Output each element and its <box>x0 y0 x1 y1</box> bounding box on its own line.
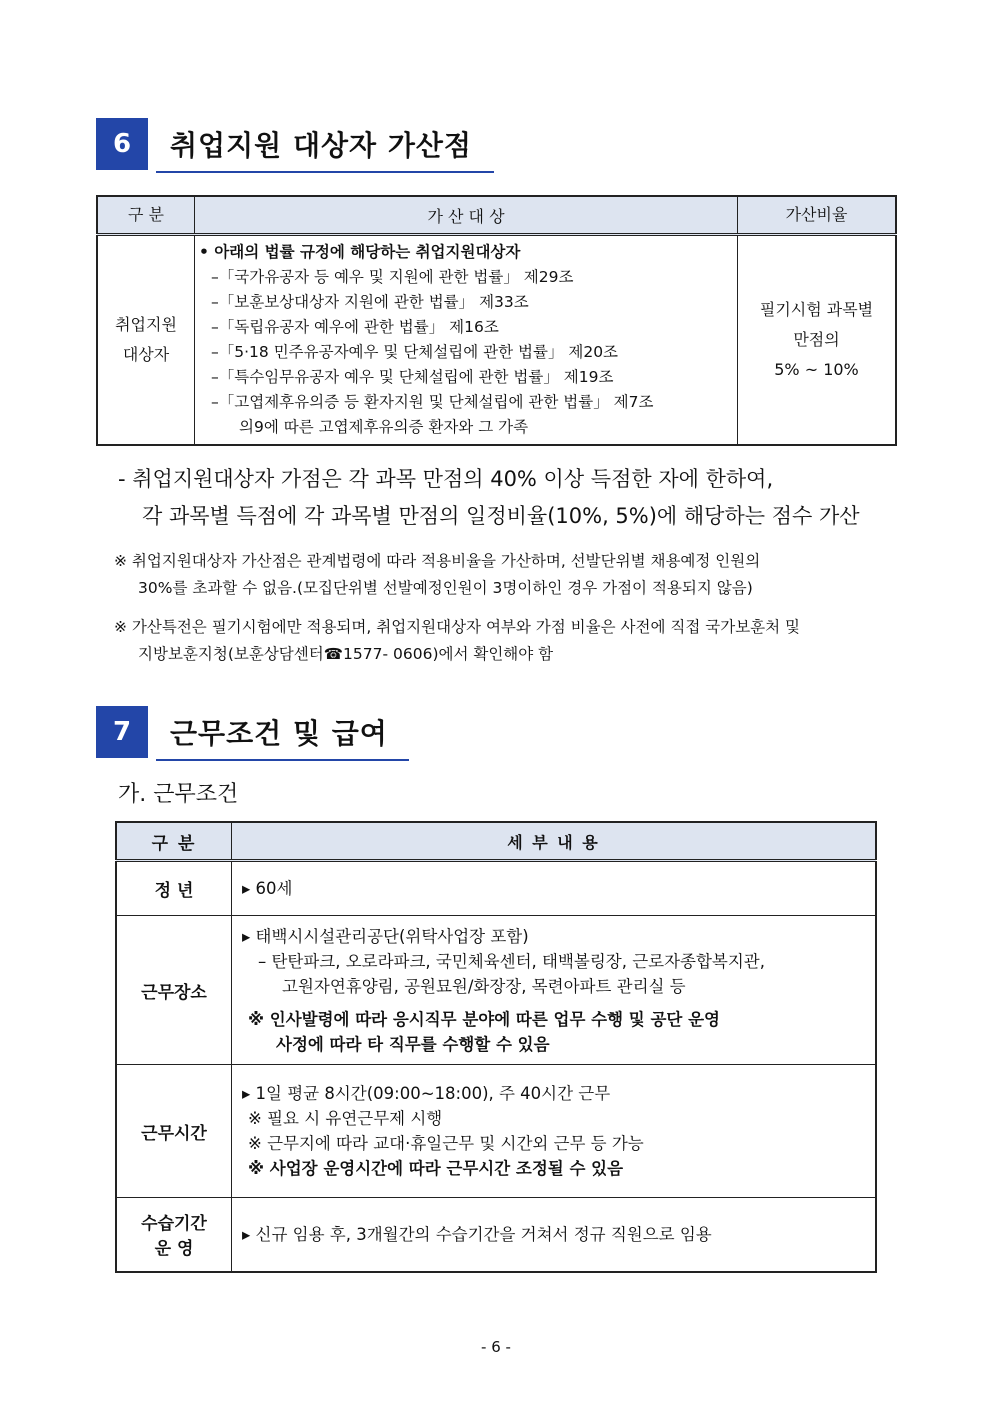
row-content: ▸ 신규 임용 후, 3개월간의 수습기간을 거쳐서 정규 직원으로 임용 <box>232 1198 877 1272</box>
section-title: 근무조건 및 급여 <box>170 717 388 750</box>
table-header: 세 부 내 용 <box>232 822 877 861</box>
bonus-ratio: 필기시험 과목별 만점의 5% ~ 10% <box>738 235 897 446</box>
list-item: –「고엽제후유의증 등 환자지원 및 단체설립에 관한 법률」 제7조 <box>211 393 654 411</box>
list-item-continued: 의9에 따른 고엽제후유의증 환자와 그 가족 <box>239 418 529 436</box>
row-label: 정 년 <box>116 861 232 916</box>
list-lead: • 아래의 법률 규정에 해당하는 취업지원대상자 <box>199 243 521 261</box>
subsection-title: 가. 근무조건 <box>118 782 239 807</box>
bonus-rule-line-2: 각 과목별 득점에 각 과목별 만점의 일정비율(10%, 5%)에 해당하는 점수 가산 <box>142 504 860 528</box>
list-item: –「5·18 민주유공자예우 및 단체설립에 관한 법률」 제20조 <box>211 343 619 361</box>
list-item: –「독립유공자 예우에 관한 법률」 제16조 <box>211 318 499 336</box>
section-number: 6 <box>96 118 148 170</box>
table-header: 구 분 <box>116 822 232 861</box>
row-label: 근무시간 <box>116 1065 232 1198</box>
row-content: ▸ 60세 <box>232 861 877 916</box>
table-header: 가산비율 <box>738 196 897 235</box>
note-2: ※ 가산특전은 필기시험에만 적용되며, 취업지원대상자 여부와 가점 비율은 사전에 직접 국가보훈처 및 <box>114 618 801 636</box>
table-header: 구 분 <box>97 196 195 235</box>
page-number: - 6 - <box>481 1338 511 1356</box>
list-item: –「국가유공자 등 예우 및 지원에 관한 법률」 제29조 <box>211 268 574 286</box>
bonus-points-table <box>96 195 897 446</box>
target-list <box>195 235 738 446</box>
title-underline <box>156 171 494 173</box>
row-content: ▸ 1일 평균 8시간(09:00~18:00), 주 40시간 근무 ※ 필요 시 유연근무제 시행 ※ 근무지에 따라 교대·휴일근무 및 시간외 근무 등 가능 ※ 사업장 운영시간에 따라 근무시간 조정될 수 있음 <box>232 1065 877 1198</box>
row-label: 취업지원 대상자 <box>97 235 195 446</box>
bonus-rule-line-1: - 취업지원대상자 가점은 각 과목 만점의 40% 이상 득점한 자에 한하여, <box>118 467 774 491</box>
row-label: 수습기간 운 영 <box>116 1198 232 1272</box>
list-item: –「특수임무유공자 예우 및 단체설립에 관한 법률」 제19조 <box>211 368 614 386</box>
list-item: –「보훈보상대상자 지원에 관한 법률」 제33조 <box>211 293 529 311</box>
row-label: 근무장소 <box>116 916 232 1065</box>
section-number: 7 <box>96 706 148 758</box>
note-2-cont: 지방보훈지청(보훈상담센터☎1577- 0606)에서 확인해야 함 <box>138 645 554 663</box>
table-header: 가 산 대 상 <box>195 196 738 235</box>
title-underline <box>156 759 409 761</box>
working-conditions-table <box>115 821 877 1273</box>
section-title: 취업지원 대상자 가산점 <box>170 129 472 162</box>
note-1-cont: 30%를 초과할 수 없음.(모집단위별 선발예정인원이 3명이하인 경우 가점이 적용되지 않음) <box>138 579 753 597</box>
note-1: ※ 취업지원대상자 가산점은 관계법령에 따라 적용비율을 가산하며, 선발단위별 채용예정 인원의 <box>114 552 761 570</box>
row-content: ▸ 태백시시설관리공단(위탁사업장 포함) – 탄탄파크, 오로라파크, 국민체육센터, 태백볼링장, 근로자종합복지관, 고원자연휴양림, 공원묘원/화장장, 목련아파트 관리실 등 ※ 인사발령에 따라 응시직무 분야에 따른 업무 수행 및 공단 운영 사정에 따라 타 직무를 수행할 수 있음 <box>232 916 877 1065</box>
